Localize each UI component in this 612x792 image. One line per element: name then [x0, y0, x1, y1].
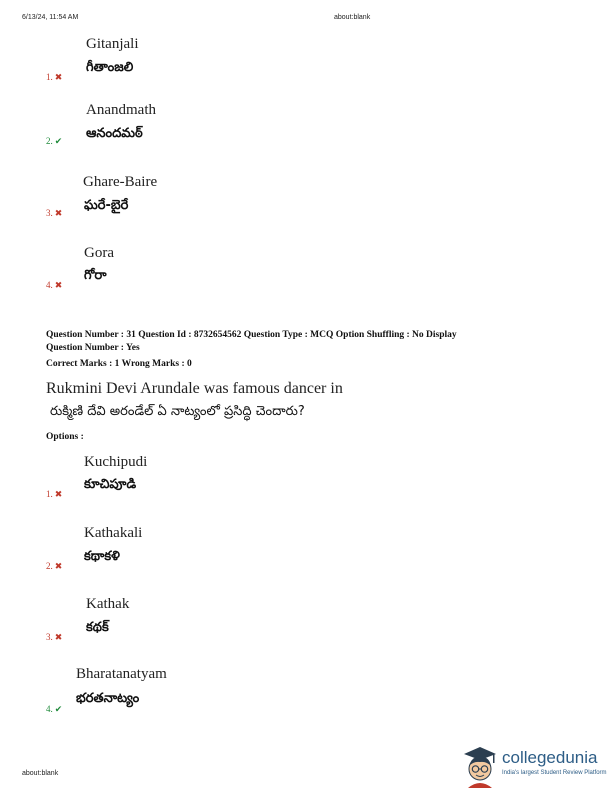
option-text-en: Kuchipudi — [84, 454, 148, 470]
option-text-te: గోరా — [84, 268, 107, 283]
question-meta-line-1: Question Number : 31 Question Id : 8732654562 Question Type : MCQ Option Shuffling : No Display — [46, 330, 457, 340]
option-text-en: Ghare-Baire — [83, 174, 158, 190]
print-url: about:blank — [334, 14, 371, 21]
option-text-te: కథక్ — [86, 620, 109, 635]
option-text-te: గీతాంజలి — [86, 60, 134, 75]
option-number: 2. ✔ — [46, 136, 63, 146]
option-text-en: Anandmath — [86, 102, 156, 118]
option-text-en: Gora — [84, 245, 114, 261]
wrong-icon: ✖ — [54, 280, 63, 290]
option-text-te: భరతనాట్యం — [76, 691, 140, 706]
footer-url: about:blank — [22, 770, 59, 777]
collegedunia-logo — [460, 744, 610, 788]
print-datetime: 6/13/24, 11:54 AM — [22, 14, 79, 21]
options-label: Options : — [46, 432, 84, 442]
question-meta-line-3: Correct Marks : 1 Wrong Marks : 0 — [46, 359, 192, 369]
option-text-te: కూచిపూడి — [84, 477, 137, 492]
option-text-te: ఘరే-బైరే — [84, 198, 129, 213]
option-text-te: కథాకళి — [84, 549, 120, 564]
option-text-te: ఆనందమఠ్ — [86, 126, 143, 141]
option-number: 3. ✖ — [46, 208, 63, 218]
wrong-icon: ✖ — [54, 489, 63, 499]
option-number: 4. ✖ — [46, 280, 63, 290]
correct-check-icon: ✔ — [54, 136, 63, 146]
option-number: 2. ✖ — [46, 561, 63, 571]
option-number: 1. ✖ — [46, 489, 63, 499]
wrong-icon: ✖ — [54, 632, 63, 642]
option-number: 1. ✖ — [46, 72, 63, 82]
question-meta-line-2: Question Number : Yes — [46, 343, 140, 353]
graduate-mascot-icon — [460, 744, 500, 788]
wrong-icon: ✖ — [54, 208, 63, 218]
option-text-en: Kathakali — [84, 525, 143, 541]
wrong-icon: ✖ — [54, 72, 63, 82]
option-number: 3. ✖ — [46, 632, 63, 642]
option-text-en: Gitanjali — [86, 36, 139, 52]
question-text-en: Rukmini Devi Arundale was famous dancer in — [46, 380, 343, 397]
logo-wordmark: collegedunia — [502, 748, 598, 767]
option-number: 4. ✔ — [46, 704, 63, 714]
option-text-en: Bharatanatyam — [76, 666, 167, 682]
wrong-icon: ✖ — [54, 561, 63, 571]
logo-tagline: India's largest Student Review Platform — [502, 770, 607, 776]
option-text-en: Kathak — [86, 596, 130, 612]
correct-check-icon: ✔ — [54, 704, 63, 714]
question-text-te: రుక్మిణి దేవి అరండేల్ ఏ నాట్యంలో ప్రసిద్ధి చెందారు? — [50, 404, 305, 419]
